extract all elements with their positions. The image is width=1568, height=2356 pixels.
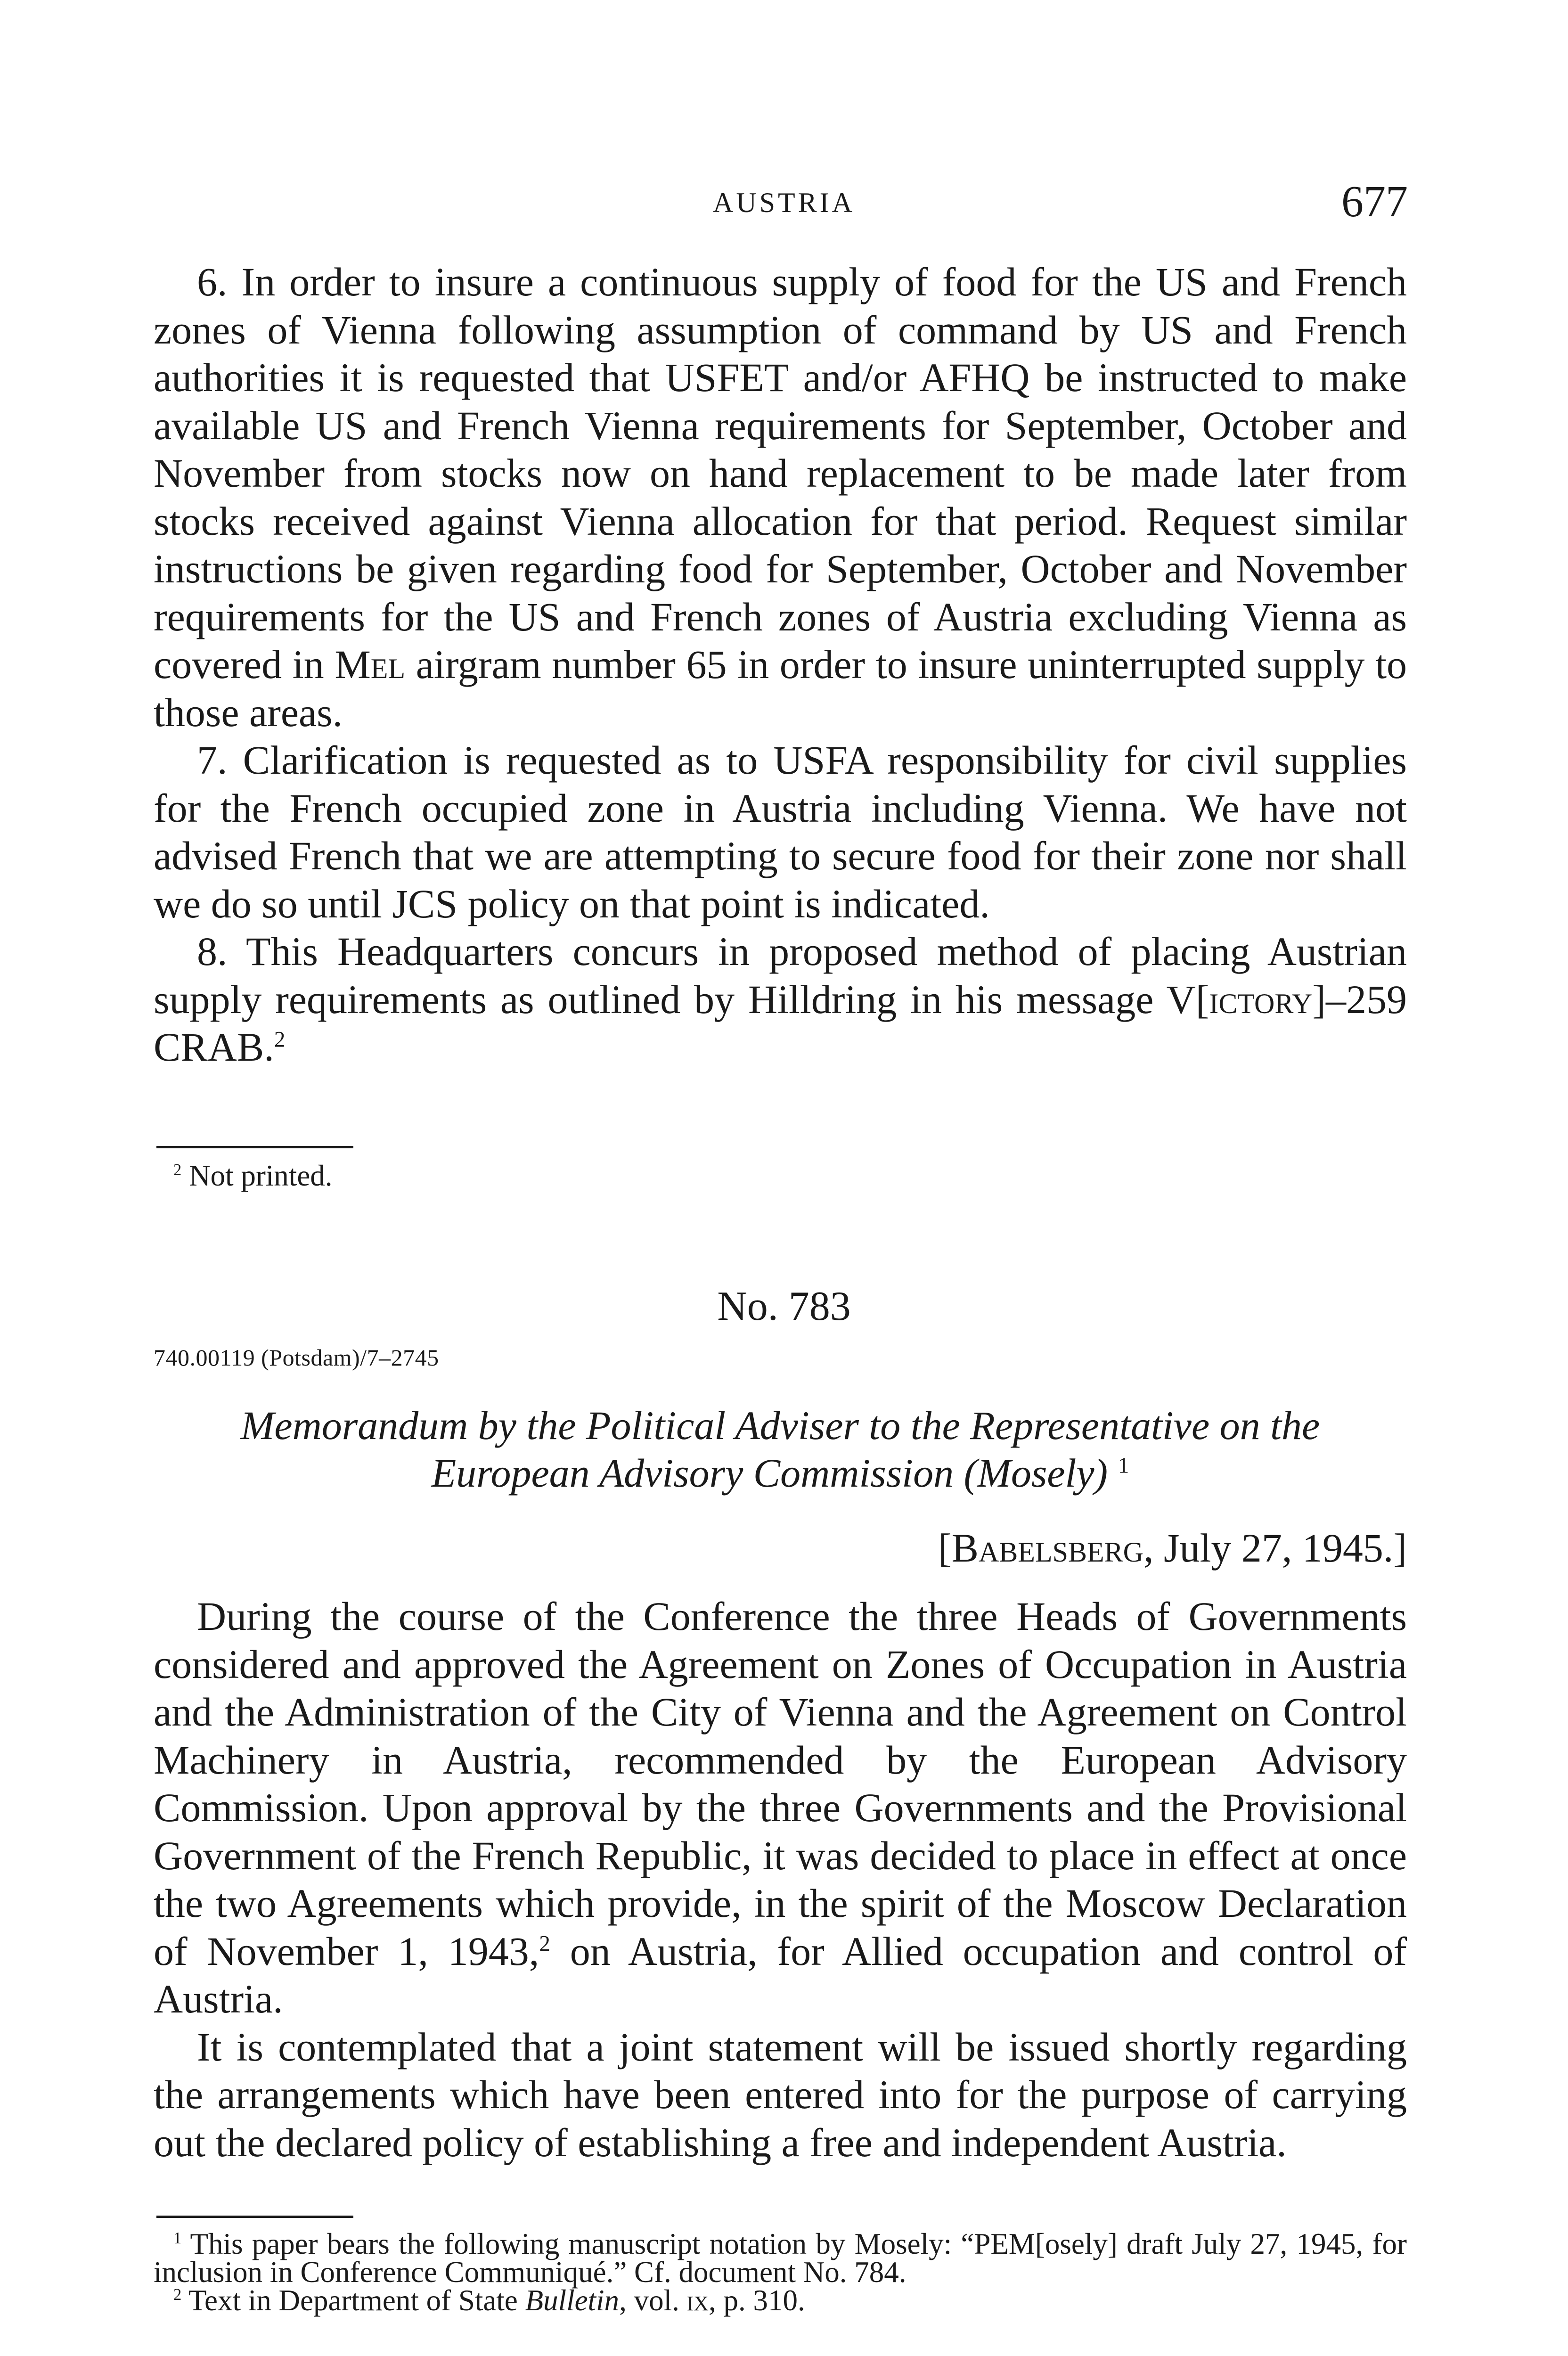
dateline: [Babelsberg, July 27, 1945.] — [938, 1525, 1407, 1571]
memorandum-paragraph-2: It is contemplated that a joint statement will be issued shortly regarding the arrangements which have been entered into for the purpose of carrying out the declared policy of establishing a free and independent Austria. — [154, 2024, 1407, 2165]
footnote-ref-2b: 2 — [539, 1931, 550, 1956]
document-number: No. 783 — [717, 1284, 851, 1329]
memorandum-paragraph-1: During the course of the Conference the three Heads of Governments considered and approved the Agreement on Zones of Occupation in Austria and the Administration of the City of Vienna and the Agreement on Control Machinery in Austria, recommended by the European Advisory Commission. Upon approval by the three Governments and the Provisional Government of the French Republic, it was decided to place in effect at once the two Agreements which provide, in the spirit of the Moscow Declaration of November 1, 1943,$^2$ on Austria, for Allied occupation and control of Austria. — [154, 1594, 1407, 2021]
memorandum-body — [154, 1593, 1407, 2167]
footnote-rule-2 — [156, 2216, 353, 2218]
memorandum-footnotes — [154, 2227, 1407, 2317]
paragraph-8: 8. This Headquarters concurs in proposed method of placing Austrian supply requirements as outlined by Hilldring in his message V[ictory]–259 CRAB.$^2$ — [154, 929, 1407, 1070]
page-number: 677 — [1341, 177, 1408, 226]
paragraph-7: 7. Clarification is requested as to USFA responsibility for civil supplies for the French occupied zone in Austria including Vienna. We have not advised French that we are attempting to secure food for their zone nor shall we do so until JCS policy on that point is indicated. — [154, 737, 1407, 926]
running-title: AUSTRIA — [712, 187, 855, 218]
paragraph-6: 6. In order to insure a continuous supply of food for the US and French zones of Vienna following assumption of command by US and French authorities it is requested that USFET and/or AFHQ be instructed to make available US and French Vienna requirements for September, October and November from stocks now on hand replacement to be made later from stocks received against Vienna allocation for that period. Request similar instructions be given regarding food for September, October and November requirements for the US and French zones of Austria excluding Vienna as covered in Mel airgram number 65 in order to insure uninterrupted supply to those areas. — [154, 259, 1407, 735]
footnote-ref-2: 2 — [274, 1027, 286, 1052]
footnote-2: $^2$ Text in Department of State Bulletin, vol. ix, p. 310. — [173, 2284, 805, 2317]
file-number: 740.00119 (Potsdam)/7–2745 — [154, 1344, 439, 1371]
running-header — [0, 178, 1568, 230]
preceding-document-body — [154, 258, 1407, 1072]
preceding-footnotes — [154, 1159, 1407, 1192]
footnote-rule — [156, 1146, 353, 1148]
footnote-1: $^1$ This paper bears the following manuscript notation by Mosely: “PEM[osely] draft July 27, 1945, for inclusion in Conference Communiqué.” Cf. document No. 784. — [154, 2227, 1407, 2289]
document-title: Memorandum by the Political Adviser to the Representative on the European Advisory Commission (Mosely) $^1$ — [240, 1403, 1320, 1496]
footnote-2-not-printed: $^2$ Not printed. — [173, 1159, 333, 1192]
